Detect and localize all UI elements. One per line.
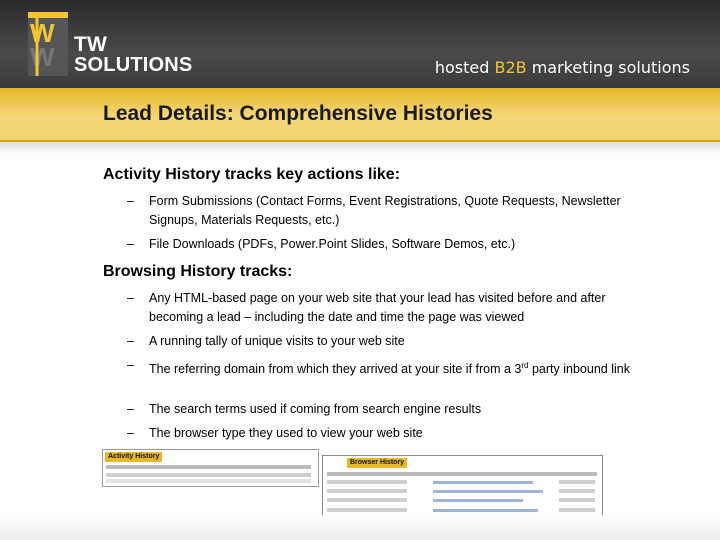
mini-row <box>559 508 595 512</box>
tagline-pre: hosted <box>434 58 495 77</box>
bullet-dash: – <box>127 291 134 305</box>
bullet-text <box>149 356 639 379</box>
section-heading-activity: Activity History tracks key actions like: <box>103 166 401 183</box>
ordinal-suffix: rd <box>521 361 529 370</box>
svg-text:W: W <box>30 42 55 72</box>
mini-row <box>327 480 407 484</box>
bottom-band <box>0 515 720 540</box>
bullet-text: A running tally of unique visits to your web site <box>149 334 405 348</box>
bullet-text-post: party inbound link <box>528 362 630 377</box>
browser-history-screenshot <box>322 455 603 520</box>
bullet-dash: – <box>127 334 134 348</box>
bullet-item <box>127 289 647 327</box>
bullet-text: Form Submissions (Contact Forms, Event Registrations, Quote Requests, Newsletter Signups, Materials Requests, etc.) <box>149 194 621 227</box>
logo-line-1: TW <box>74 33 108 56</box>
tagline-b2b: B2B <box>494 58 527 77</box>
mini-row <box>327 498 407 502</box>
bullet-text-pre: The referring domain from which they arrived at your site if from a 3 <box>149 362 522 377</box>
bullet-item <box>127 400 647 419</box>
bullet-item <box>127 332 647 351</box>
mini-row <box>327 508 407 512</box>
mini-row <box>106 479 311 483</box>
section-heading-browsing: Browsing History tracks: <box>103 263 293 280</box>
bullet-item <box>127 424 647 443</box>
browser-history-title: Browser History <box>347 458 407 468</box>
bullet-dash: – <box>127 237 134 251</box>
logo-line-2: SOLUTIONS <box>74 54 193 76</box>
bullet-dash: – <box>127 358 134 372</box>
header-band <box>0 0 720 88</box>
slide-title: Lead Details: Comprehensive Histories <box>103 102 493 125</box>
bullet-item <box>127 192 647 230</box>
bullet-item <box>127 356 647 394</box>
bullet-text: The search terms used if coming from search engine results <box>149 402 482 416</box>
activity-history-title: Activity History <box>105 452 162 462</box>
bullet-text: Any HTML-based page on your web site that your lead has visited before and after becoming a lead – including the date and time the page was viewed <box>149 291 606 324</box>
tagline-post: marketing solutions <box>526 58 690 77</box>
mini-link <box>433 490 543 493</box>
bullet-text: The browser type they used to view your web site <box>149 426 423 440</box>
mini-row <box>559 498 595 502</box>
mini-row <box>327 489 407 493</box>
tw-logo-icon <box>28 12 68 76</box>
mini-header-row <box>327 472 597 476</box>
activity-history-screenshot <box>102 449 319 487</box>
mini-link <box>433 499 523 502</box>
bullet-dash: – <box>127 402 134 416</box>
mini-row <box>559 480 595 484</box>
mini-header-row <box>106 465 311 469</box>
mini-link <box>433 481 533 484</box>
mini-row <box>559 489 595 493</box>
bullet-dash: – <box>127 426 134 440</box>
mini-link <box>433 509 538 512</box>
mini-row <box>106 473 311 477</box>
title-shadow-band <box>0 142 720 154</box>
bullet-text: File Downloads (PDFs, Power.Point Slides, Software Demos, etc.) <box>149 237 516 251</box>
tagline <box>435 58 690 77</box>
svg-text:W: W <box>30 18 55 48</box>
bullet-dash: – <box>127 194 134 208</box>
bullet-item <box>127 235 647 254</box>
